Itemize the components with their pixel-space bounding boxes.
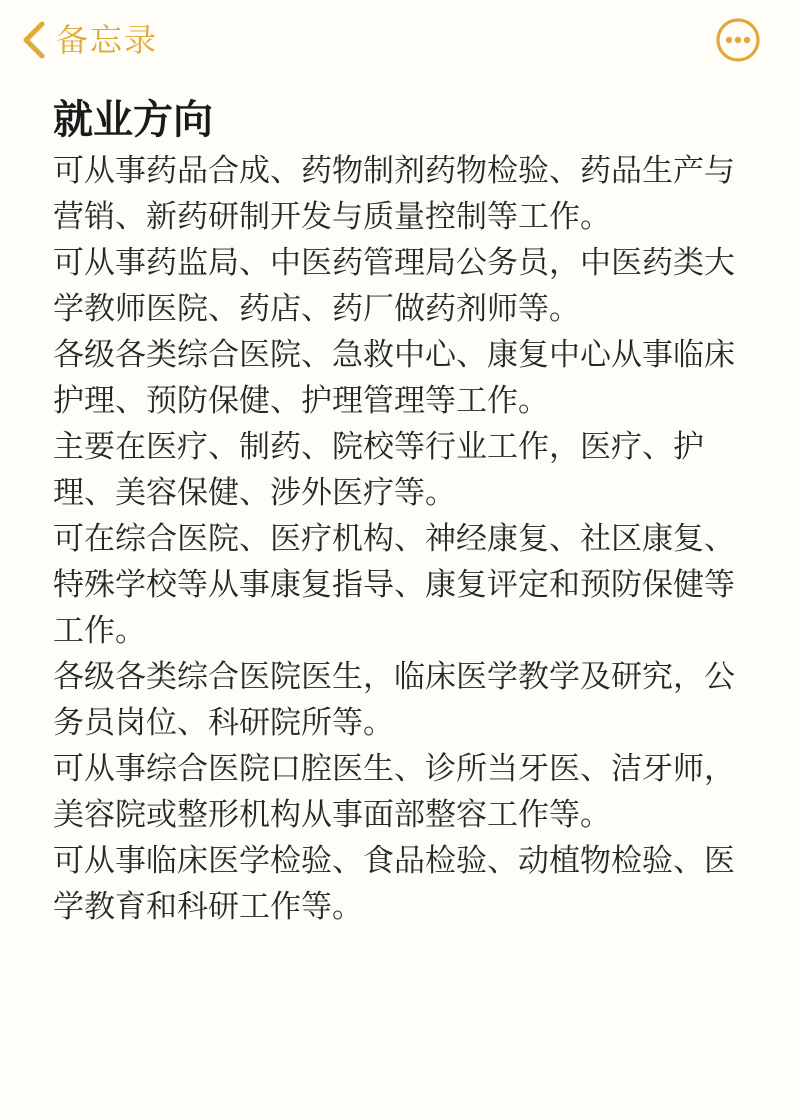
note-paragraph: 可从事药监局、中医药管理局公务员，中医药类大学教师医院、药店、药厂做药剂师等。 bbox=[53, 245, 735, 327]
note-paragraph: 可在综合医院、医疗机构、神经康复、社区康复、特殊学校等从事康复指导、康复评定和预防保健等工作。 bbox=[53, 521, 735, 649]
note-paragraph: 可从事综合医院口腔医生、诊所当牙医、洁牙师，美容院或整形机构从事面部整容工作等。 bbox=[53, 751, 735, 833]
note-title: 就业方向 bbox=[53, 97, 213, 143]
note-paragraph: 各级各类综合医院、急救中心、康复中心从事临床护理、预防保健、护理管理等工作。 bbox=[53, 337, 735, 419]
more-options-button[interactable] bbox=[714, 16, 762, 64]
note-content[interactable] bbox=[53, 92, 743, 930]
back-label: 备忘录 bbox=[56, 21, 159, 59]
note-paragraph: 各级各类综合医院医生，临床医学教学及研究，公务员岗位、科研院所等。 bbox=[53, 659, 735, 741]
chevron-left-icon bbox=[20, 18, 50, 62]
note-paragraph: 可从事临床医学检验、食品检验、动植物检验、医学教育和科研工作等。 bbox=[53, 843, 735, 925]
navigation-bar bbox=[0, 0, 800, 82]
back-button[interactable] bbox=[20, 18, 158, 62]
note-paragraph: 主要在医疗、制药、院校等行业工作，医疗、护理、美容保健、涉外医疗等。 bbox=[53, 429, 704, 511]
note-paragraph: 可从事药品合成、药物制剂药物检验、药品生产与营销、新药研制开发与质量控制等工作。 bbox=[53, 153, 735, 235]
more-icon bbox=[714, 16, 762, 64]
